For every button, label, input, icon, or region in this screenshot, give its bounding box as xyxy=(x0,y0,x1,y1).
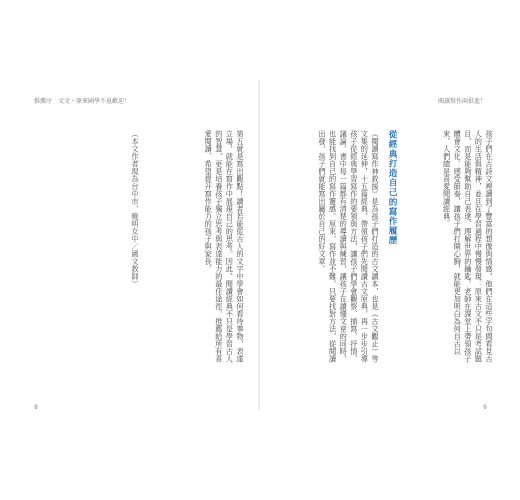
page-number-right: 9 xyxy=(483,404,487,411)
page-number-left: 8 xyxy=(34,404,38,411)
running-head-right: 閱讀寫作兩俱進！ xyxy=(437,98,486,105)
section-heading: 從經典打造自己的寫作履歷 xyxy=(387,130,397,246)
left-page-paragraph-1: 第五就是寫出觀點！讀者若能從古人的文字中學會如何看待事物、表達立場，就能在寫作中展現自己的思考。因此，閱讀經典不只是學習古人的智慧，更是培養孩子獨立思考與表達能力的最佳途徑。推薦給所有喜愛閱讀、希望提升寫作能力的孩子與家長。 xyxy=(204,130,245,363)
right-page-paragraph-2: 《閱讀寫作神救援》是為孩子們打造的古文讀本，也是《古文觀止》等文集的延伸，十五篇經典，帶領孩子們先閱讀古文原典，再一步步引導孩子從經典學習寫作的要領與方法，讓孩子們學會觀察、描寫、抒情、議論。書中每一篇都有清楚的導讀與練習，讓孩子在讀懂文章的同時，也能找到自己的寫作靈感。原來，寫作並不難，只要找對方法，從閱讀出發，孩子們就能寫出屬於自己的好文章。 xyxy=(318,130,380,363)
page-gutter xyxy=(258,80,260,410)
running-head-left: 推薦序 文文・原來國學不退歡迎！ xyxy=(34,98,131,105)
right-page-paragraph-1: 孩子們在古詩文裡讀到了豐富的想像與情感，他們在這些字句間看見古人的生活與精神，並且在學習過程中慢慢發現：原來古文不只是考試題目，而是能夠幫助自己表達、理解世界的鑰匙。老師在課堂上帶領孩子體會文化、感受節奏，讓孩子們打開心胸，就能更加明白為何自古以來，人們總是喜愛閱讀經典。 xyxy=(442,130,494,363)
author-credit: （本文作者現為台中市，曉明女中／國文教師） xyxy=(131,130,140,288)
